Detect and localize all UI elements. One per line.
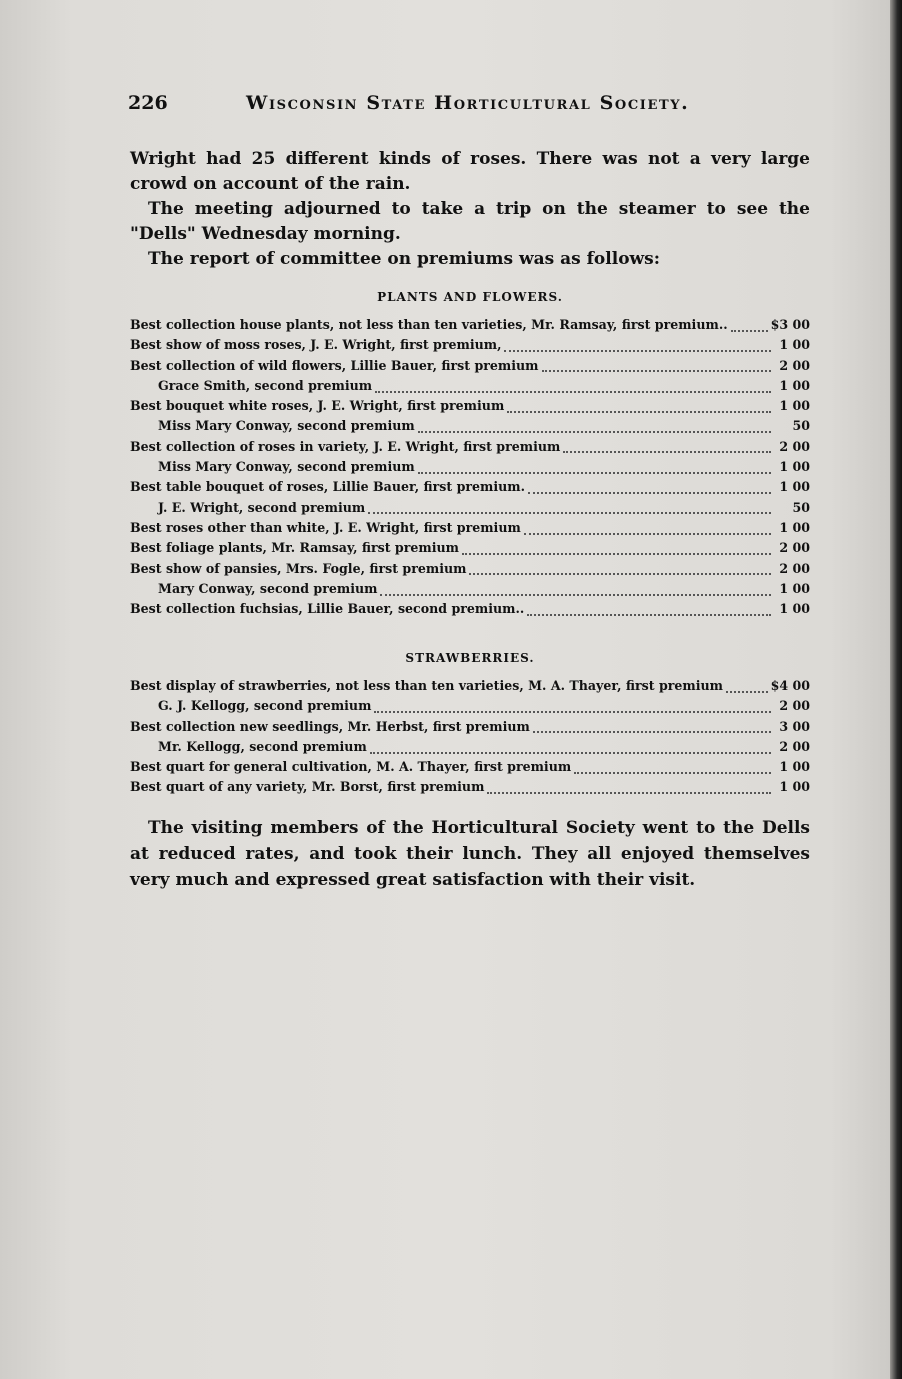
premium-entry <box>130 479 810 499</box>
premium-description: Best collection new seedlings, Mr. Herbst, first premium <box>130 718 530 734</box>
premium-amount: 50 <box>792 418 810 434</box>
premium-description: Best quart of any variety, Mr. Borst, first premium <box>130 779 485 795</box>
dot-leader <box>380 593 771 596</box>
premium-amount: 1 00 <box>779 601 810 617</box>
premium-amount: 1 00 <box>779 779 810 795</box>
page-edge-shadow <box>890 0 902 1379</box>
premium-entry <box>130 418 810 438</box>
premium-description: Miss Mary Conway, second premium <box>158 418 415 434</box>
premium-entry <box>130 317 810 337</box>
dot-leader <box>418 430 771 433</box>
premium-entry <box>130 779 810 799</box>
premium-entry <box>130 337 810 357</box>
premium-entry <box>130 398 810 418</box>
premium-amount: 1 00 <box>779 759 810 775</box>
premium-description: Mary Conway, second premium <box>158 580 378 596</box>
strawberries-heading: STRAWBERRIES. <box>405 651 535 665</box>
premium-amount: 2 00 <box>779 560 810 576</box>
premium-entry <box>130 698 810 718</box>
premium-amount: 1 00 <box>779 519 810 535</box>
dot-leader <box>524 532 771 535</box>
premium-description: Mr. Kellogg, second premium <box>158 738 367 754</box>
premium-description: Best bouquet white roses, J. E. Wright, first premium <box>130 398 505 414</box>
premium-description: Best collection of wild flowers, Lillie Bauer, first premium <box>130 357 539 373</box>
premium-entry <box>130 581 810 601</box>
premium-description: Best foliage plants, Mr. Ramsay, first premium <box>130 540 459 556</box>
premium-entry <box>130 759 810 779</box>
premium-amount: 50 <box>792 499 810 515</box>
intro-text <box>130 147 810 272</box>
dot-leader <box>487 791 771 794</box>
premium-entry <box>130 500 810 520</box>
premium-description: Best display of strawberries, not less than ten varieties, M. A. Thayer, first premium <box>130 678 724 693</box>
premium-amount: 1 00 <box>779 459 810 475</box>
premium-amount: 2 00 <box>779 357 810 373</box>
dot-leader <box>469 572 771 575</box>
premium-entry <box>130 439 810 459</box>
premium-amount: 2 00 <box>779 738 810 754</box>
premium-entry <box>130 459 810 479</box>
dot-leader <box>731 329 768 332</box>
dot-leader <box>504 349 771 352</box>
dot-leader <box>370 751 771 754</box>
intro-paragraph-3: The report of committee on premiums was as follows: <box>148 249 661 269</box>
premium-entry <box>130 378 810 398</box>
dot-leader <box>374 710 771 713</box>
dot-leader <box>375 390 771 393</box>
premium-description: Best collection house plants, not less than ten varieties, Mr. Ramsay, first premium.. <box>130 317 728 332</box>
plants-premium-list <box>130 317 810 621</box>
premium-amount: 1 00 <box>779 398 810 414</box>
page-number: 226 <box>128 92 168 114</box>
premium-description: Miss Mary Conway, second premium <box>158 459 415 475</box>
dot-leader <box>368 511 771 514</box>
premium-description: G. J. Kellogg, second premium <box>158 698 372 714</box>
running-title: Wisconsin State Horticultural Society. <box>246 92 690 114</box>
dot-leader <box>563 450 771 453</box>
premium-entry <box>130 739 810 759</box>
premium-amount: 1 00 <box>779 337 810 353</box>
dot-leader <box>507 410 771 413</box>
closing-paragraph <box>130 815 810 893</box>
premium-entry <box>130 601 810 621</box>
premium-description: Grace Smith, second premium <box>158 377 373 393</box>
premium-amount: $3 00 <box>770 317 810 332</box>
premium-amount: 1 00 <box>779 377 810 393</box>
premium-amount: 2 00 <box>779 438 810 454</box>
dot-leader <box>542 369 772 372</box>
premium-entry <box>130 520 810 540</box>
premium-entry <box>130 561 810 581</box>
premium-entry <box>130 358 810 378</box>
dot-leader <box>418 471 771 474</box>
premium-description: Best collection fuchsias, Lillie Bauer, second premium.. <box>130 601 525 617</box>
dot-leader <box>533 730 771 733</box>
page-header <box>128 92 818 122</box>
dot-leader <box>726 690 768 693</box>
closing-text: The visiting members of the Horticultural Society went to the Dells at reduced rates, and took their lunch. They all enjoyed themselves very much and expressed great satisfaction with their visit. <box>130 818 810 890</box>
premium-amount: 2 00 <box>779 698 810 714</box>
strawberries-premium-list <box>130 678 810 800</box>
premium-amount: $4 00 <box>770 678 810 693</box>
dot-leader <box>527 613 771 616</box>
premium-amount: 1 00 <box>779 580 810 596</box>
plants-heading: PLANTS AND FLOWERS. <box>377 290 563 304</box>
premium-description: Best show of moss roses, J. E. Wright, first premium, <box>130 337 502 353</box>
premium-amount: 1 00 <box>779 479 810 495</box>
dot-leader <box>462 552 771 555</box>
dot-leader <box>528 491 771 494</box>
premium-entry <box>130 719 810 739</box>
intro-paragraph-2: The meeting adjourned to take a trip on the steamer to see the "Dells" Wednesday morning. <box>130 199 810 244</box>
premium-entry <box>130 540 810 560</box>
premium-entry <box>130 678 810 698</box>
premium-description: Best quart for general cultivation, M. A. Thayer, first premium <box>130 759 572 775</box>
premium-description: Best collection of roses in variety, J. E. Wright, first premium <box>130 438 561 454</box>
premium-description: Best show of pansies, Mrs. Fogle, first premium <box>130 560 467 576</box>
premium-description: Best roses other than white, J. E. Wright, first premium <box>130 519 521 535</box>
premium-description: Best table bouquet of roses, Lillie Bauer, first premium. <box>130 479 526 495</box>
dot-leader <box>574 771 771 774</box>
premium-amount: 2 00 <box>779 540 810 556</box>
premium-amount: 3 00 <box>779 718 810 734</box>
intro-paragraph-1: Wright had 25 different kinds of roses. There was not a very large crowd on account of the rain. <box>130 149 810 194</box>
premium-description: J. E. Wright, second premium <box>158 499 366 515</box>
